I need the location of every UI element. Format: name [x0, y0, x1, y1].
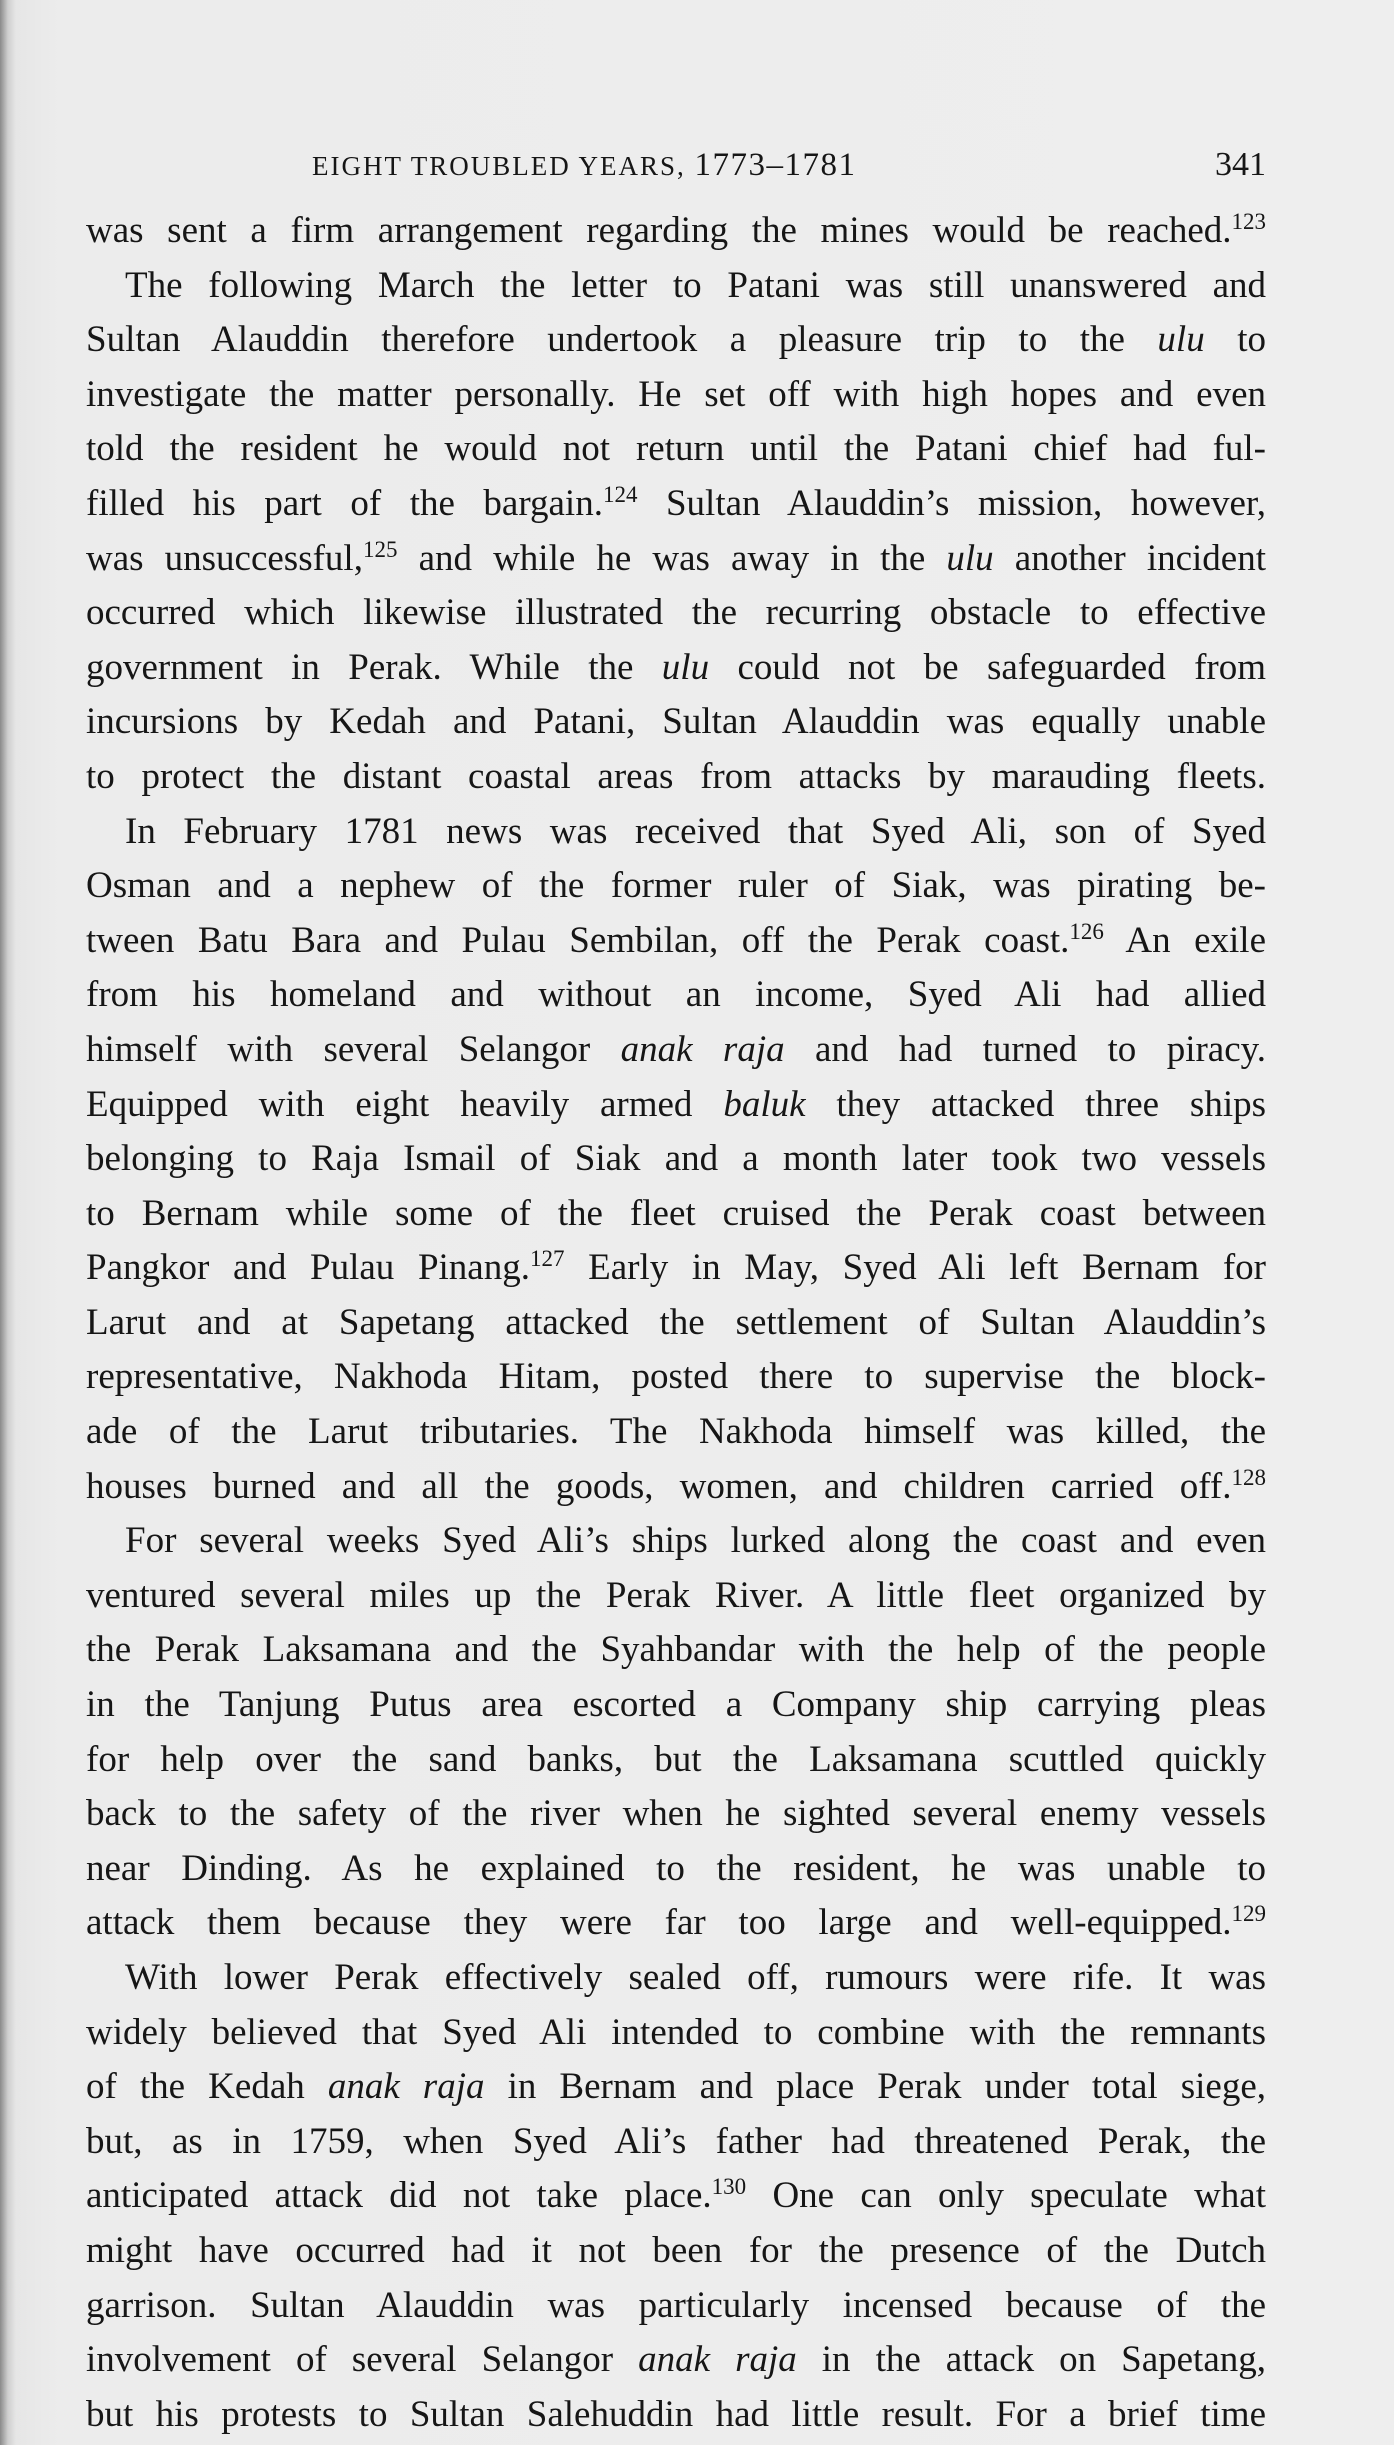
text-line [86, 641, 1266, 696]
text-line [86, 1078, 1266, 1133]
text-segment: Osman and a nephew of the former ruler of Siak, was pirating be- [86, 865, 1266, 907]
text-segment: and while he was away in the [397, 537, 947, 579]
italic-term: anak raja [620, 1028, 785, 1070]
text-segment: to protect the distant coastal areas from attacks by marauding fleets. [86, 755, 1266, 797]
footnote-marker: 125 [362, 536, 398, 562]
italic-term: ulu [946, 537, 994, 579]
text-line [86, 1678, 1266, 1733]
text-line [86, 422, 1266, 477]
text-line [86, 2115, 1266, 2170]
text-line [86, 1842, 1266, 1897]
text-segment: garrison. Sultan Alauddin was particularly incensed because of the [86, 2284, 1266, 2326]
text-line [86, 532, 1266, 587]
running-title-text: EIGHT TROUBLED YEARS, [312, 151, 695, 181]
text-segment: back to the safety of the river when he sighted several enemy vessels [86, 1793, 1266, 1835]
text-segment: from his homeland and without an income, Syed Ali had allied [86, 974, 1266, 1016]
text-line [86, 1623, 1266, 1678]
text-line [86, 1787, 1266, 1842]
text-segment: could not be safeguarded from [709, 646, 1266, 688]
text-line [86, 859, 1266, 914]
text-segment: for help over the sand banks, but the Laksamana scuttled quickly [86, 1738, 1266, 1780]
text-segment: in Bernam and place Perak under total siege, [484, 2066, 1266, 2108]
footnote-marker: 130 [711, 2174, 747, 2200]
text-line [86, 1132, 1266, 1187]
text-segment: near Dinding. As he explained to the resident, he was unable to [86, 1847, 1266, 1889]
text-segment: and had turned to piracy. [784, 1028, 1266, 1070]
text-segment: In February 1781 news was received that Syed Ali, son of Syed [125, 810, 1266, 852]
text-segment: belonging to Raja Ismail of Siak and a month later took two vessels [86, 1138, 1266, 1180]
text-segment: representative, Nakhoda Hitam, posted there to supervise the block- [86, 1356, 1266, 1398]
text-line [86, 259, 1266, 314]
page-header [86, 138, 1266, 192]
text-segment: widely believed that Syed Ali intended to combine with the remnants [86, 2011, 1266, 2053]
text-line [86, 1896, 1266, 1951]
running-title [312, 138, 857, 193]
footnote-marker: 126 [1069, 918, 1104, 944]
text-segment: Sultan Alauddin’s mission, however, [637, 482, 1266, 524]
text-line [86, 2333, 1266, 2388]
text-line [86, 1023, 1266, 1078]
text-segment: incursions by Kedah and Patani, Sultan Alauddin was equally unable [86, 701, 1266, 743]
text-segment: in the attack on Sapetang, [796, 2339, 1267, 2381]
footnote-marker: 128 [1231, 1464, 1266, 1490]
text-segment: involvement of several Selangor [86, 2339, 639, 2381]
text-line [86, 1569, 1266, 1624]
text-segment: attack them because they were far too large and well-equipped. [86, 1902, 1232, 1944]
body-text [86, 204, 1266, 2442]
text-line [86, 2279, 1266, 2334]
text-line [86, 1514, 1266, 1569]
text-segment: himself with several Selangor [86, 1028, 621, 1070]
text-line [86, 914, 1266, 969]
text-line [86, 1460, 1266, 1515]
text-line [86, 750, 1266, 805]
italic-term: baluk [723, 1083, 806, 1125]
text-segment: another incident [993, 537, 1266, 579]
text-segment: the Perak Laksamana and the Syahbandar with the help of the people [86, 1629, 1266, 1671]
text-segment: filled his part of the bargain. [86, 482, 603, 524]
text-segment: The following March the letter to Patani was still unanswered and [125, 264, 1266, 306]
italic-term: ulu [1157, 319, 1205, 361]
text-line [86, 1733, 1266, 1788]
text-segment: anticipated attack did not take place. [86, 2175, 712, 2217]
text-segment: Equipped with eight heavily armed [86, 1083, 724, 1125]
italic-term: anak raja [638, 2339, 797, 2381]
text-segment: government in Perak. While the [86, 646, 662, 688]
text-segment: but his protests to Sultan Salehuddin had little result. For a brief time [86, 2393, 1266, 2435]
text-line [86, 368, 1266, 423]
footnote-marker: 123 [1231, 209, 1266, 234]
text-line [86, 968, 1266, 1023]
text-segment: was sent a firm arrangement regarding the mines would be reached. [86, 210, 1232, 251]
text-segment: of the Kedah [86, 2066, 328, 2108]
text-segment: but, as in 1759, when Syed Ali’s father had threatened Perak, the [86, 2120, 1266, 2162]
text-segment: they attacked three ships [805, 1083, 1266, 1125]
footnote-marker: 127 [529, 1246, 565, 1272]
footnote-marker: 124 [602, 481, 638, 507]
text-segment: Sultan Alauddin therefore undertook a pleasure trip to the [86, 319, 1158, 361]
text-segment: ventured several miles up the Perak River. A little fleet organized by [86, 1574, 1266, 1616]
text-line [86, 586, 1266, 641]
text-segment: to Bernam while some of the fleet cruised the Perak coast between [86, 1192, 1266, 1234]
text-segment: Larut and at Sapetang attacked the settlement of Sultan Alauddin’s [86, 1301, 1266, 1343]
text-segment: was unsuccessful, [86, 537, 363, 579]
page-number: 341 [1215, 146, 1266, 183]
text-segment: investigate the matter personally. He set off with high hopes and even [86, 373, 1266, 415]
text-segment: houses burned and all the goods, women, and children carried off. [86, 1465, 1232, 1507]
text-segment: ade of the Larut tributaries. The Nakhoda himself was killed, the [86, 1411, 1266, 1453]
text-line [86, 1350, 1266, 1405]
text-line [86, 2060, 1266, 2115]
text-line [86, 1405, 1266, 1460]
text-line [86, 2169, 1266, 2224]
text-line [86, 2224, 1266, 2279]
text-segment: Pangkor and Pulau Pinang. [86, 1247, 530, 1289]
text-segment: told the resident he would not return until the Patani chief had ful- [86, 428, 1266, 470]
text-line [86, 1951, 1266, 2006]
text-line [86, 204, 1266, 259]
text-line [86, 1187, 1266, 1242]
text-segment: With lower Perak effectively sealed off, rumours were rife. It was [125, 1957, 1266, 1998]
italic-term: ulu [661, 646, 710, 688]
text-segment: For several weeks Syed Ali’s ships lurked along the coast and even [125, 1520, 1266, 1562]
text-segment: might have occurred had it not been for the presence of the Dutch [86, 2229, 1266, 2271]
text-line [86, 313, 1266, 368]
text-segment: in the Tanjung Putus area escorted a Company ship carrying pleas [86, 1684, 1266, 1726]
text-line [86, 2388, 1266, 2443]
text-segment: tween Batu Bara and Pulau Sembilan, off the Perak coast. [86, 919, 1070, 961]
text-line [86, 1241, 1266, 1296]
text-line [86, 695, 1266, 750]
text-line [86, 477, 1266, 532]
text-segment: to [1204, 319, 1266, 361]
text-segment: occurred which likewise illustrated the recurring obstacle to effective [86, 592, 1266, 634]
text-segment: One can only speculate what [746, 2175, 1266, 2217]
footnote-marker: 129 [1231, 1901, 1266, 1927]
italic-term: anak raja [327, 2066, 485, 2108]
text-line [86, 1296, 1266, 1351]
running-title-years: 1773–1781 [694, 147, 857, 183]
text-segment: Early in May, Syed Ali left Bernam for [564, 1247, 1266, 1289]
text-line [86, 805, 1266, 860]
text-segment: An exile [1103, 919, 1266, 961]
text-line [86, 2006, 1266, 2061]
